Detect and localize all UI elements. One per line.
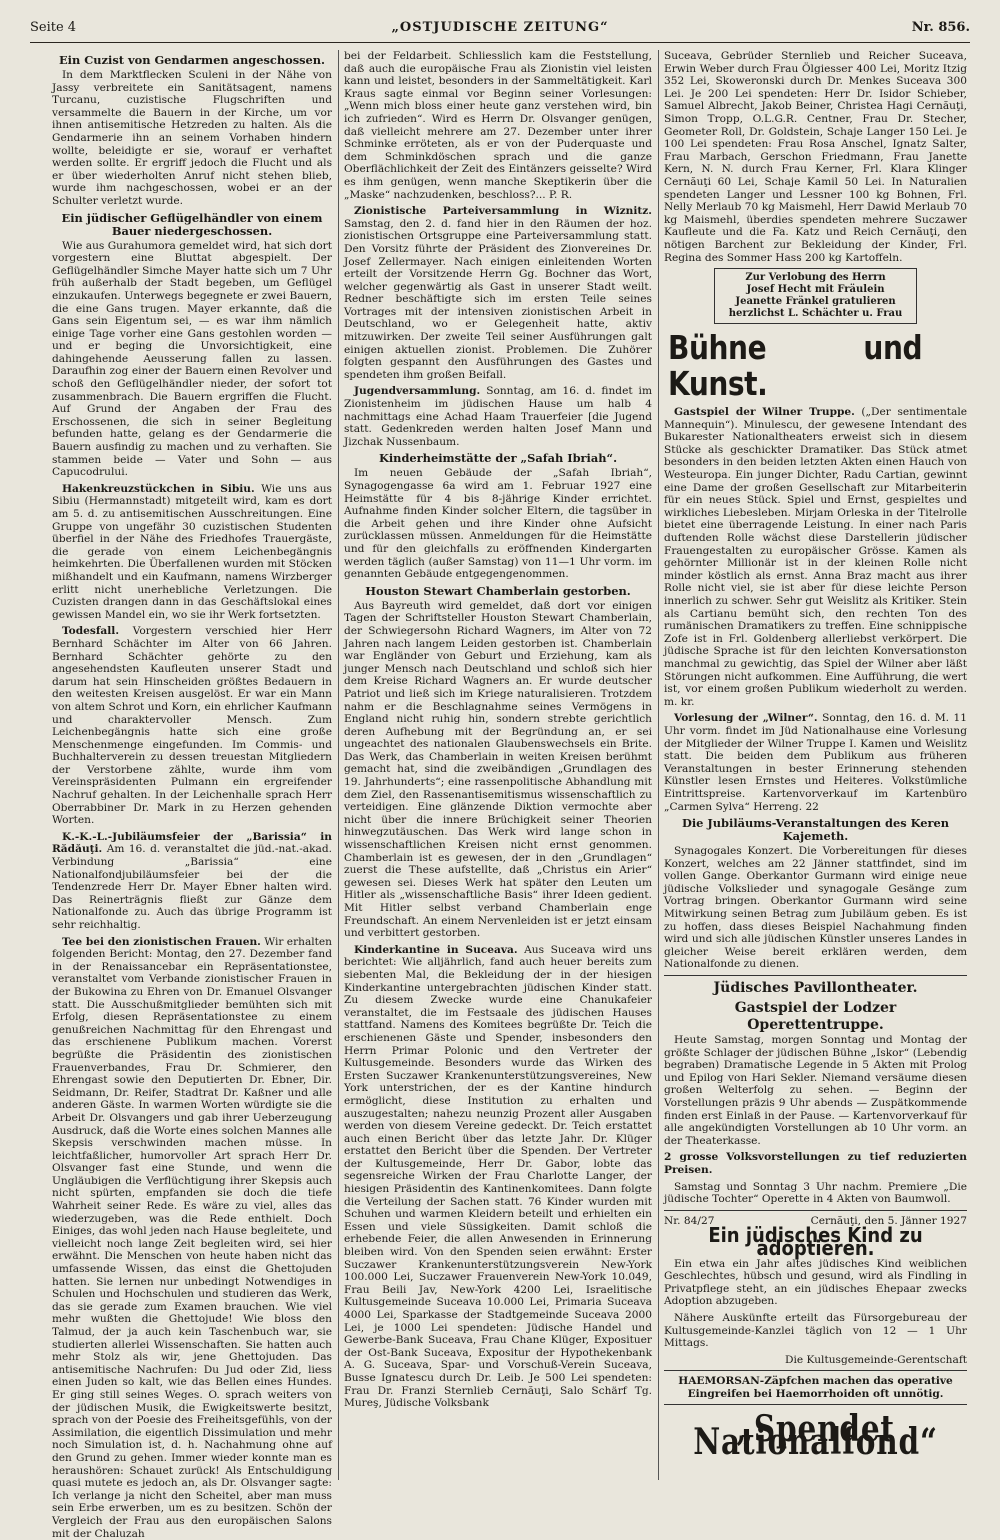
box-line: Josef Hecht mit Fräulein [746,284,885,296]
article [52,936,332,1540]
adoption-number: Nr. 84/27 [664,1214,715,1227]
article-title: Ein Cuzist von Gendarmen angeschossen. [58,53,326,67]
article-title: Kinderheimstätte der „Safah Ibriah“. [378,451,618,466]
column-divider [658,50,659,1480]
haemorsan-ad: HAEMORSAN-Zäpfchen machen das operative Eingreifen bei Haemorrhoiden oft unnötig. [678,1375,953,1400]
article-lead: Jugendversammlung. [354,385,481,398]
article-lead: Kinderkantine in Suceava. [354,943,518,956]
divider [664,975,967,976]
article-lead: Zionistische Parteiversammlung in Wiznitz. [354,205,652,218]
article-body: Wie aus Gurahumora gemeldet wird, hat sich dort vorgestern eine Bluttat abgespielt. Der Geflügelhändler Simche Mayer hatte sich um 7 Uhr früh außerhalb der Stadt begeben, um Geflügel einzukaufen. Unterwegs begegnete er zwei Bauern, die eine Gans trugen. Mayer erkannte, daß die Gans sein Eigentum sei, — es war ihm nämlich einige Tage vorher eine Gans gestohlen worden — und er beging die Unvorsichtigkeit, eine dahingehende Aeusserung fallen zu lassen. Daraufhin zog einer der Bauern einen Revolver und schoß den Geflügelhändler nieder, der sofort tot zusammenbrach. Die Bauern ergriffen die Flucht. Auf Grund der Angaben der Frau des Erschossenen, die sich in seiner Begleitung befunden hatte, gelang es der Gendarmerie die Bauern ausfindig zu machen und zu verhaften. Sie stammen beide — Vater und Sohn — aus Capucodrului. [52,239,332,479]
column-divider [338,50,339,1480]
article-body: In dem Marktflecken Sculeni in der Nähe von Jassy verbreitete ein Sanitätsagent, namens Turcanu, cuzistische Flugschriften und versammelte die Bauern in der Kirche, um vor ihnen antisemitische Hetzreden zu halten. Als die Gendarmerie ihn an seinem Vorhaben hindern wollte, beleidigte er sie, worauf er verhaftet werden sollte. Er ergriff jedoch die Flucht und als er über wiederholten Anruf nicht stehen blieb, wurde ihm nachgeschossen, wobei er an der Schulter verletzt wurde. [52,69,332,207]
article [664,406,967,708]
adoption-text: Ein etwa ein Jahr altes jüdisches Kind weiblichen Geschlechtes, hübsch und gesund, wird als Findling in Privatpflege steht, an ein jüdisches Ehepaar zwecks Adoption abzugeben. [664,1257,967,1308]
article-body: Aus Suceava wird uns berichtet: Wie alljährlich, fand auch heuer bereits zum siebenten Mal, die Bekleidung der in der hiesigen Kinderkantine untergebrachten jüdischen Kinder statt. Zu diesem Zwecke wurde eine Chanukafeier veranstaltet, die im Festsaale des jüdischen Hauses stattfand. Namens des Komitees begrüßte Dr. Teich die erschienenen Gäste und Spender, insbesonders den Herrn Primar Polonic und den Vertreter der Kultusgemeinde. Besonders wurde das Wirken des Ersten Suczawer Krankenunterstützungsvereines, New York unterstrichen, der es der Kantine hindurch ermöglicht, diese Institution zu erhalten und auszugestalten; nahezu neunzig Prozent aller Ausgaben werden von diesem Vereine gedeckt. Dr. Teich erstattet auch einen Bericht über das letzte Jahr. Dr. Klüger erstattet den Bericht über die Spenden. Der Vertreter der Kultusgemeinde, Herr Dr. Gabor, lobte das segensreiche Wirken der Frau Charlotte Langer, der hiesigen Präsidentin des Kantinenkomitees. Dann folgte die Verteilung der Sachen statt. 76 Kinder wurden mit Schuhen und warmen Kleidern beteilt und erhielten ein Essen und viele Süssigkeiten. Damit schloß die erhebende Feier, die allen Anwesenden in Erinnerung bleiben wird. Von den Spenden seien erwähnt: Erster Suczawer Krankenunterstützungsverein New-York 100.000 Lei, Suczawer Frauenverein New-York 10.049, Frau Beili Jav, New-York 4200 Lei, Israelitische Kultusgemeinde Suceava 10.000 Lei, Primaria Suceava 4000 Lei, Sparkasse der Stadtgemeinde Suceava 2000 Lei, je 1000 Lei spendeten: Jüdische Handel und Gewerbe-Bank Suceava, Frau Chane Klüger, Exposituer der Ost-Bank Suceava, Expositur der Hypothekenbank A. G. Suceava, Spar- und Vorschuß-Verein Suceava, Busse Ignatescu durch Dr. Leib. Je 500 Lei spendeten: Frau Dr. Franzi Sternlieb Cernăuţi, Salo Schärf Tg. Mureş, Jüdische Volksbank [344,943,653,1410]
theater-text: Heute Samstag, morgen Sonntag und Montag der größte Schlager der jüdischen Bühne „Iskor“ (Lebendig begraben) Dramatische Legende in 5 Akten mit Prolog und Epilog von Hari Sekler. Niemand versäume diesen großen Welterfolg zu sehen. — Beginn der Vorstellungen präzis 9 Uhr abends — Zuspätkommende finden erst Einlaß in der Pause. — Kartenvorverkauf für alle angekündigten Vorstellungen ab 10 Uhr vorm. an der Theaterkasse. [664,1034,967,1147]
article-body: bei der Feldarbeit. Schliesslich kam die Feststellung, daß auch die europäische Frau als Zionistin viel leisten kann und leistet, besonders in der Sammeltätigkeit. Karl Kraus sagte einmal vor Beginn seiner Vorlesungen: „Wenn mich bloss einer heute ganz verstehen wird, bin ich zufrieden“. Wird es Herrn Dr. Olsvanger genügen, daß vielleicht mehrere am 27. Dezember unter ihrer Schminke erröteten, als er von der Puderquaste und dem Schminkdöschen sprach und die ganze Oberflächlichkeit der Zeit des Eintänzers geisselte? Wird es ihm genügen, wenn manche Skeptikerin über die „Maske“ nachzudenken, beschloss?... P. R. [344,50,652,201]
adoption-text: Nähere Auskünfte erteilt das Fürsorgebureau der Kultusgemeinde-Kanzlei täglich von 12 — 1 Uhr Mittags. [664,1311,967,1350]
article [344,944,652,1410]
donations-continued: Suceava, Gebrüder Sternlieb und Reicher Suceava, Erwin Weber durch Frau Ölgiesser 400 Lei, Moritz Itzig 352 Lei, Skoweronski durch Dr. Menkes Suceava 300 Lei. Je 200 Lei spendeten: Herr Dr. Isidor Schieber, Samuel Albrecht, Jakob Beiner, Christea Hagi Cernăuţi, Simon Tropp, O.L.G.R. Centner, Frau Dr. Stecher, Geometer Roll, Dr. Goldstein, Schaje Langer 150 Lei. Je 100 Lei spendeten: Frau Rosa Anschel, Ignatz Salter, Frau Marbach, Gerschon Friedmann, Frau Janette Kern, N. N. durch Frau Kerner, Frl. Klara Klinger Cernăuţi 60 Lei, Schaje Kamil 50 Lei. In Naturalien spendeten Langer und Lessner 100 kg Bohnen, Frl. Nelly Merlaub 70 kg Maismehl, Herr Dawid Merlaub 70 kg Maismehl, überdies spendeten mehrere Suczawer Kaufleute und die Fa. Katz und Reich Cernăuţi, den nötigen Barchent zur Bekleidung der Kinder, Frl. Regina des Sommer Hass 200 kg Kartoffeln. [664,50,967,264]
box-line: herzlichst L. Schächter u. Frau [728,308,903,320]
article-lead: Gastspiel der Wilner Truppe. [674,406,855,419]
article-lead: K.-K.-L.-Jubiläumsfeier der „Barissia“ in Rădăuţi. [52,830,332,856]
engagement-announcement [714,268,917,324]
divider [664,1210,967,1211]
article [664,712,967,813]
adoption-title: Ein jüdisches Kind zu adoptieren. [708,1223,923,1260]
box-line: Zur Verlobung des Herrn [745,272,886,284]
article [52,483,332,622]
theater-text: Samstag und Sonntag 3 Uhr nachm. Premiere „Die jüdische Tochter“ Operette in 4 Akten von Baumwoll. [664,1180,967,1206]
article-body: Wie uns aus Sibiu (Hermannstadt) mitgeteilt wird, kam es dort am 5. d. zu antisemitischen Ausschreitungen. Eine Gruppe von ungefähr 30 cuzistischen Studenten überfiel in der Nähe des Friedhofes Trauergäste, die gerade von einem Leichenbegängnis heimkehrten. Die Überfallenen wurden mit Stöcken mißhandelt und ein Kaufmann, namens Wirzberger erlitt nicht unerhebliche Verletzungen. Die Cuzisten drangen dann in das Geschäftslokal eines gewissen Mandel ein, wo sie ihr Werk fortsetzten. [52,482,332,621]
spendet-nationalfond-ad: „Spendet Nationalfond“ [693,1408,938,1464]
article-body: Wir erhalten folgenden Bericht: Montag, den 27. Dezember fand in der Renaissancebar ein Repräsentationstee, veranstaltet vom Verbande zionistischer Frauen in der Bukowina zu Ehren von Dr. Emanuel Olsvanger statt. Die Ausschußmitglieder bemühten sich mit Erfolg, diesen Repräsentationstee zu einem genußreichen Nachmittag für den Ehrengast und das erschienene Publikum machen. Vorerst begrüßte die Präsidentin des zionistischen Frauenverbandes, Frau Dr. Schmierer, den Ehrengast sowie den Deputierten Dr. Ebner, Dir. Seidmann, Dr. Reifer, Stadtrat Dr. Kaßner und alle anderen Gäste. In warmen Worten würdigte sie die Arbeit Dr. Olsvangers und gab ihrer Ueberzeugung Ausdruck, daß die Worte eines solchen Mannes alle Skepsis verschwinden machen müsse. In leichtfaßlicher, humorvoller Art sprach Herr Dr. Olsvanger fast eine Stunde, und wenn die Ungläubigen die Verflüchtigung ihrer Skepsis auch nicht spürten, empfanden sie doch die tiefe Wahrheit seiner Rede. Es wäre zu viel, alles das wiederzugeben, was die Rede enthielt. Doch Einiges, das wohl jeden nach Hause begleitete, und vielleicht noch lange Zeit begleiten wird, sei hier erwähnt. Die Menschen von heute haben nicht das umfassende Wissen, das einst die Ghettojuden hatten. Sie lernen nur unbedingt Notwendiges in Schulen und Hochschulen und studieren das Werk, das sie gerade zum Examen brauchen. Wie viel mehr wußten die Ghettojude! Wie bloss den Talmud, der ja auch kein Taschenbuch war, sie studierten allerlei Wissenschaften. Sie hatten auch mehr Stolz als wir, jene Ghettojuden. Das antisemitische Nachrufen: Du Jud oder Zid, liess einen Juden so kalt, wie das Bellen eines Hundes. Er ging still seines Weges. O. sprach weiters von der jüdischen Musik, die Ewigkeitswerte besitzt, sprach von der Poesie des Freiheitsgefühls, von der Assimilation, die eigentlich Dissimulation und mehr noch Simulation ist, d. h. Nachahmung ohne auf den Grund zu gehen. Immer wieder konnte man es heraushören: Schauet zurück! Als Entschuldigung quasi mutete es jedoch an, als Dr. Olsvanger sagte: Ich verlange ja nicht den Scheitel, aber man muss sein Erbe erwerben, um es zu besitzen. Schön der Vergleich der Frau aus den europäischen Salons mit der Chaluzah [52,935,333,1540]
theater-text: 2 grosse Volksvorstellungen zu tief reduzierten Preisen. [664,1151,967,1176]
article-body: Synagogales Konzert. Die Vorbereitungen für dieses Konzert, welches am 22 Jänner stattfindet, sind im vollen Gange. Oberkantor Gurmann wird einige neue jüdische Volkslieder und synagogale Gesänge zum Vortrag bringen. Oberkantor Gurmann wird seine Mitwirkung seinen Betrag zum Jubiläum geben. Es ist zu hoffen, dass dieses Beispiel Nachahmung finden wird und sich alle jüdischen Künstler unseres Landes in gleicher Weise bereit erklären werden, dem Nationalfonde zu dienen. [664,845,967,971]
theater-title: Jüdisches Pavillontheater. [713,980,918,997]
article-body: Sonntag, am 16. d. findet im Zionistenheim im jüdischen Hause um halb 4 nachmittags eine Achad Haam Trauerfeier [die Jugend statt. Gedenkreden werden halten Josef Mann und Jizchak Nussenbaum. [344,385,652,448]
divider [664,1370,967,1371]
divider [664,1404,967,1405]
article [52,831,332,932]
article-body: Samstag, den 2. d. fand hier in den Räumen der hoz. zionistischen Ortsgruppe eine Parteiversammlung statt. Den Vorsitz führte der Präsident des Zionvereines Dr. Josef Zellermayer. Nach einigen einleitenden Worten erteilt der Vorsitzende Herrn Gg. Bochner das Wort, welcher gegenwärtig als Gast in unserer Stadt weilt. Redner beschäftigte sich im ersten Teile seines Vortrages mit der intensiven zionistischen Arbeit in Deutschland, wo er Gelegenheit hatte, aktiv mitzuwirken. Der zweite Teil seiner Ausführungen galt einigen aktuellen zionist. Problemen. Die Zuhörer folgten gespannt den Ausführungen des Gastes und spendeten ihm großen Beifall. [344,217,652,381]
newspaper-title: „OSTJUDISCHE ZEITUNG“ [391,20,609,35]
article-lead: Vorlesung der „Wilner“. [674,712,818,725]
article-title: Die Jubiläums-Veranstaltungen des Keren Kajemeth. [681,816,950,844]
column-2 [344,50,652,1480]
article-lead: Todesfall. [62,625,120,638]
article [52,625,332,827]
article-body: Vorgestern verschied hier Herr Bernhard Schächter im Alter von 66 Jahren. Bernhard Schächter gehörte zu den angesehendsten Kaufleuten unserer Stadt und darum hat sein Hinscheiden größtes Bedauern in den weitesten Kreisen ausgelöst. Er war ein Mann von altem Schrot und Korn, ein ehrlicher Kaufmann und charaktervoller Mensch. Zum Leichenbegängnis hatte sich eine große Menschenmenge eingefunden. Im Commis- und Buchhalterverein zu dessen treuestan Mitgliedern der Verstorbene zählte, wurde ihm vom Vereinspräsidenten Pulmann ein ergreifender Nachruf gehalten. In der Leichenhalle sprach Herr Oberrabbiner Dr. Mark in zu Herzen gehenden Worten. [52,625,332,827]
adoption-date: Cernăuţi, den 5. Jänner 1927 [810,1214,967,1227]
page-number: Seite 4 [30,20,77,35]
page-header [30,20,970,42]
column-1 [52,50,333,1540]
theater-subtitle: Gastspiel der Lodzer Operettentruppe. [734,1000,897,1034]
article-body: („Der sentimentale Mannequin“). Minulescu, der gewesene Intendant des Bukarester Nationaltheaters erweist sich in diesem Stücke als geschickter Dramatiker. Das Stück atmet besonders in den beiden letzten Akten einen Hauch von Westeuropa. Ein junger Dichter, Radu Cartian, gewinnt eine Dame der großen Gesellschaft zur Mitarbeiterin für ein neues Stück. Spiel und Ernst, gespieltes und wirkliches Liebesleben. Mirjam Orleska in der Titelrolle bietet eine überragende Leistung. In einer nach Paris duftenden Rolle wächst diese Darstellerin jüdischer Frauengestalten zu europäischer Grösse. Kamen als gehörnter Millionär ist in der kleinen Rolle nicht minder köstlich als ernst. Anna Braz macht aus ihrer Rolle nicht viel, sie ist aber für diese leichte Person innerlich zu schwer. Sehr gut Weislitz als Kritiker. Stein als Cartianu bemüht sich, den rechten Ton des rumänischen Dramatikers zu treffen. Eine schnippische Zofe ist in Frl. Goldenberg allerliebst verkörpert. Die jüdische Sprache ist für den leichten Konversationston manchmal zu gewichtig, das Spiel der Wilner aber läßt Störungen nicht aufkommen. Eine Aufführung, die wert ist, vor einem großen Publikum wiederholt zu werden. m. kr. [664,406,967,708]
article-body: Sonntag, den 16. d. M. 11 Uhr vorm. findet im Jüd Nationalhause eine Vorlesung der Mitglieder der Wilner Truppe I. Kamen und Weislitz statt. Die beiden dem Publikum aus früheren Veranstaltungen in bester Erinnerung stehenden Künstler lesen Ernstes und Heiteres. Volkstümliche Eintrittspreise. Kartenvorverkauf im Kartenbüro „Carmen Sylva“ Herreng. 22 [664,712,967,813]
article-title: Houston Stewart Chamberlain gestorben. [365,583,631,598]
adoption-signature: Die Kultusgemeinde-Gerentschaft [785,1353,967,1366]
article-lead: Tee bei den zionistischen Frauen. [62,935,261,948]
header-rule [30,42,970,43]
article [344,205,652,381]
issue-number: Nr. 856. [911,20,970,35]
section-title: Bühne und Kunst. [668,328,923,404]
column-3 [664,50,967,1480]
article-body: Am 16. d. veranstaltet die jüd.-nat.-akad. Verbindung „Barissia“ eine Nationalfondjubiläumsfeier bei der die Tendenzrede Herr Dr. Mayer Ebner halten wird. Das Reinerträgnis fließt zur Gänze dem Nationalfonde zu. Auch das übrige Programm ist sehr reichhaltig. [52,843,332,931]
article-body: Im neuen Gebäude der „Safah Ibriah“, Synagogengasse 6a wird am 1. Februar 1927 eine Heimstätte für 4 bis 8-jährige Kinder errichtet. Aufnahme finden Kinder solcher Eltern, die tagsüber in die Arbeit gehen und ihre Kinder ohne Aufsicht zurücklassen müssen. Anmeldungen für die Heimstätte und für den gleichfalls zu eröffnenden Kindergarten werden täglich (außer Samstag) von 11—1 Uhr vorm. im genannten Gebäude entgegengenommen. [344,467,652,581]
article-title: Ein jüdischer Geflügelhändler von einem Bauer niedergeschossen. [61,210,323,238]
box-line: Jeanette Fränkel gratulieren [735,296,896,308]
article-body: Aus Bayreuth wird gemeldet, daß dort vor einigen Tagen der Schriftsteller Houston Stewart Chamberlain, der Schwiegersohn Richard Wagners, im Alter von 72 Jahren nach langem Leiden gestorben ist. Chamberlain war Engländer von Geburt und Erziehung, kam als junger Mensch nach Deutschland und schloß sich hier dem Kreise Richard Wagners an. Er wurde deutscher Patriot und ließ sich im Kriege naturalisieren. Trotzdem nahm er die Beschlagnahme seines Vermögens in England nicht ruhig hin, sondern strebte gerichtlich deren Aufhebung mit der Begründung an, er sei ungeachtet des nationalen Glaubenswechsels ein Brite. Das Werk, das Chamberlain in weiten Kreisen berühmt gemacht hat, sind die zweibändigen „Grundlagen des 19. Jahrhunderts“; eine rassenpolitische Abhandlung mit dem Ziel, den Rassenantisemitismus wissenschaftlich zu verteidigen. Eine glänzende Diktion vermochte aber nicht über die innere Brüchigkeit seiner Theorien hinwegzutäuschen. Das Werk wird lange schon in wissenschaftlichen Kreisen nicht ernst genommen. Chamberlain ist es gewesen, der in den „Grundlagen“ zuerst die These aufstellte, daß „Christus ein Arier“ gewesen sei. Dieses Werk hat später den Leuten um Hitler als „wissenschaftliche Basis“ ihrer Ideen gedient. Mit Hitler selbst verband Chamberlain enge Freundschaft. An einem Nervenleiden ist er jetzt einsam und verbittert gestorben. [344,599,652,940]
article-lead: Hakenkreuzstückchen in Sibiu. [62,482,255,495]
article [344,385,652,448]
